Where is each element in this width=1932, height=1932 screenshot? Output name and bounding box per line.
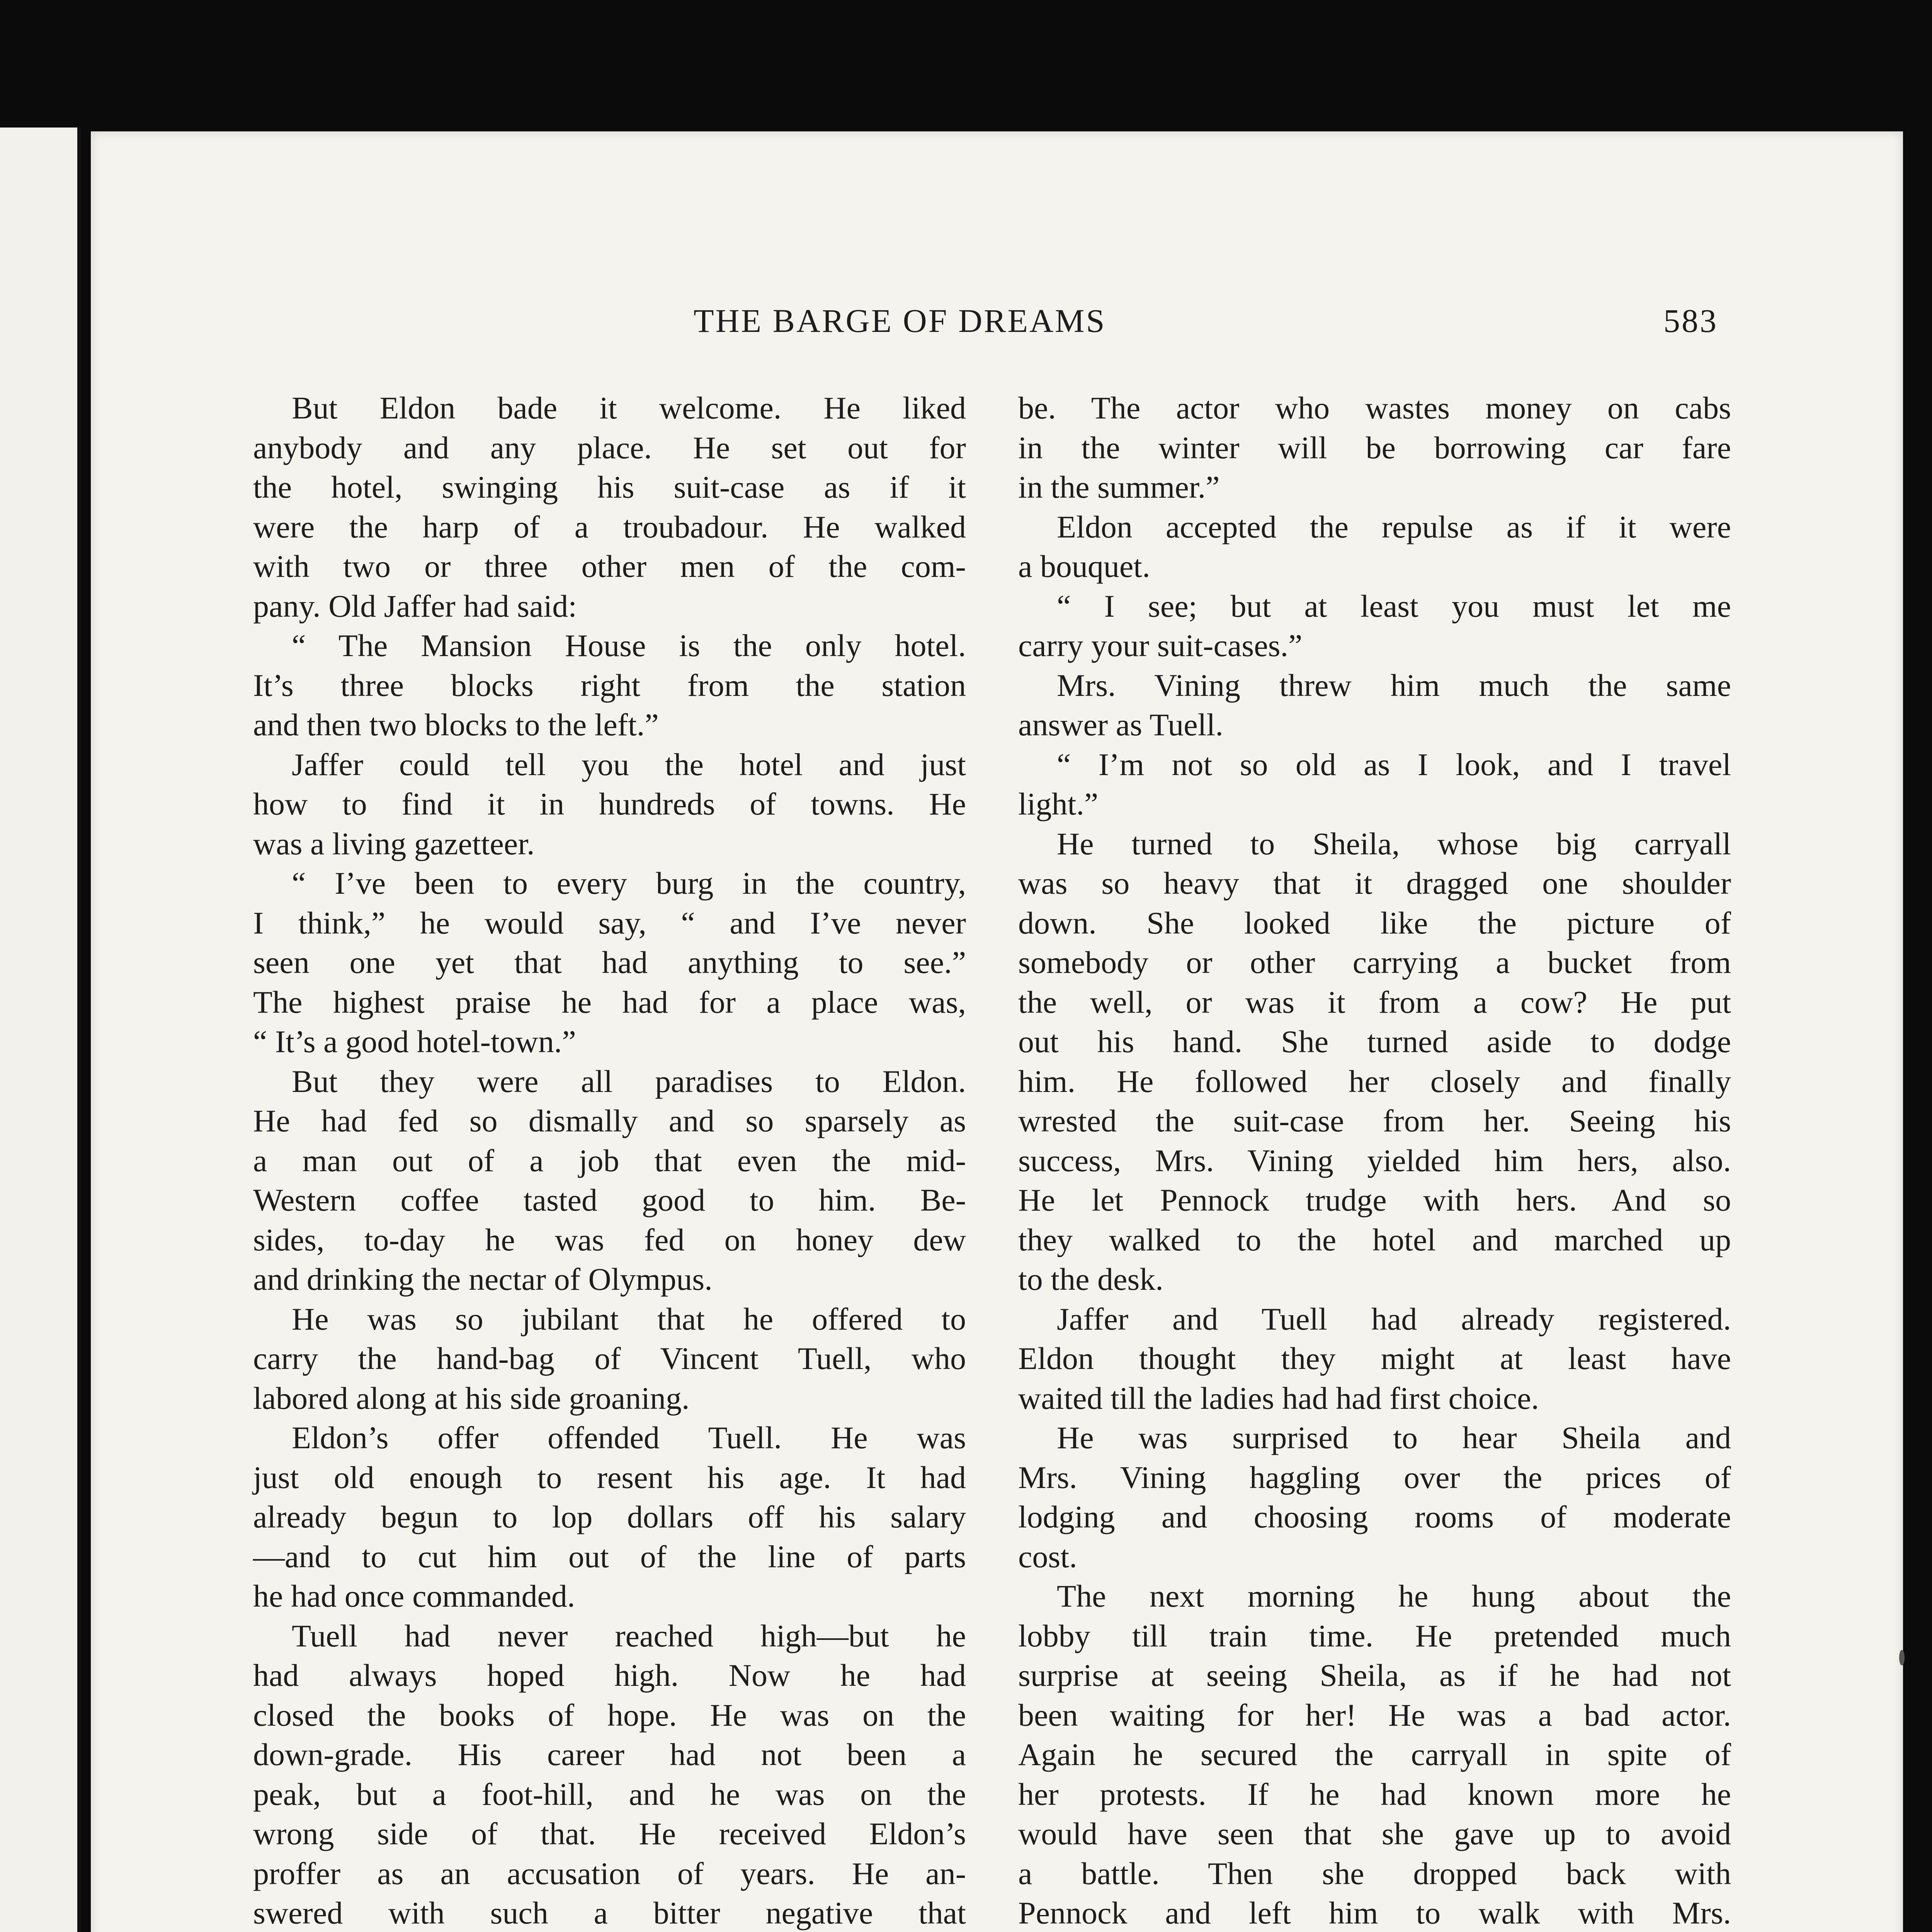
text-line: wrong side of that. He received Eldon’s [253, 1816, 966, 1851]
text-line: Mrs. Vining haggling over the prices of [1018, 1459, 1731, 1495]
text-line: Jaffer and Tuell had already registered. [1057, 1301, 1731, 1337]
text-line: down-grade. His career had not been a [253, 1737, 966, 1772]
text-line: how to find it in hundreds of towns. He [253, 786, 966, 821]
text-line: He was so jubilant that he offered to [292, 1301, 966, 1337]
text-line: Tuell had never reached high—but he [292, 1618, 966, 1653]
right-text-column [1018, 388, 1731, 1932]
text-line: a battle. Then she dropped back with [1018, 1855, 1731, 1891]
text-line: would have seen that she gave up to avoid [1018, 1816, 1731, 1851]
text-line: The highest praise he had for a place was, [253, 984, 966, 1020]
text-line: pany. Old Jaffer had said: [253, 588, 577, 624]
text-line: But they were all paradises to Eldon. [292, 1063, 966, 1099]
text-line: answer as Tuell. [1018, 707, 1223, 742]
text-line: “ The Mansion House is the only hotel. [292, 628, 966, 663]
text-line: Western coffee tasted good to him. Be- [253, 1182, 966, 1218]
text-line: —and to cut him out of the line of parts [253, 1539, 966, 1574]
book-page [91, 131, 1903, 1932]
text-line: closed the books of hope. He was on the [253, 1697, 966, 1733]
text-line: The next morning he hung about the [1057, 1578, 1731, 1614]
text-line: I think,” he would say, “ and I’ve never [253, 905, 966, 940]
text-line: waited till the ladies had had first choice. [1018, 1380, 1539, 1416]
text-line: Eldon’s offer offended Tuell. He was [292, 1420, 966, 1455]
text-line: “ It’s a good hotel-town.” [253, 1024, 576, 1059]
text-line: He let Pennock trudge with hers. And so [1018, 1182, 1731, 1218]
text-line: wrested the suit-case from her. Seeing his [1018, 1103, 1731, 1138]
text-line: He was surprised to hear Sheila and [1057, 1420, 1731, 1455]
text-line: lodging and choosing rooms of moderate [1018, 1499, 1731, 1534]
text-line: peak, but a foot-hill, and he was on the [253, 1776, 966, 1812]
text-line: Pennock and left him to walk with Mrs. [1018, 1895, 1731, 1930]
text-line: anybody and any place. He set out for [253, 430, 966, 465]
text-line: Again he secured the carryall in spite of [1018, 1737, 1731, 1772]
text-line: in the summer.” [1018, 469, 1220, 505]
text-line: already begun to lop dollars off his salary [253, 1499, 966, 1534]
text-line: a man out of a job that even the mid- [253, 1143, 966, 1178]
text-line: Jaffer could tell you the hotel and just [292, 747, 966, 782]
text-line: labored along at his side groaning. [253, 1380, 690, 1416]
text-line: was so heavy that it dragged one shoulder [1018, 866, 1731, 901]
text-line: a bouquet. [1018, 549, 1150, 584]
text-line: they walked to the hotel and marched up [1018, 1222, 1731, 1257]
text-line: Eldon accepted the repulse as if it were [1057, 509, 1731, 544]
left-text-column [253, 388, 966, 1932]
text-line: was a living gazetteer. [253, 826, 535, 861]
text-line: “ I see; but at least you must let me [1057, 588, 1731, 624]
text-line: the well, or was it from a cow? He put [1018, 984, 1731, 1020]
text-line: had always hoped high. Now he had [253, 1658, 966, 1693]
text-line: success, Mrs. Vining yielded him hers, also. [1018, 1143, 1731, 1178]
text-line: were the harp of a troubadour. He walked [253, 509, 966, 544]
text-line: “ I’m not so old as I look, and I travel [1057, 747, 1731, 782]
text-line: He turned to Sheila, whose big carryall [1057, 826, 1731, 861]
scan-speck [1899, 1650, 1905, 1665]
text-line: carry the hand-bag of Vincent Tuell, who [253, 1341, 966, 1376]
text-line: him. He followed her closely and finally [1018, 1063, 1731, 1099]
text-line: But Eldon bade it welcome. He liked [292, 390, 966, 425]
previous-page-edge [0, 128, 81, 1932]
text-line: Mrs. Vining threw him much the same [1057, 667, 1731, 703]
text-line: sides, to-day he was fed on honey dew [253, 1222, 966, 1257]
text-line: been waiting for her! He was a bad actor. [1018, 1697, 1731, 1733]
text-line: proffer as an accusation of years. He an- [253, 1855, 966, 1891]
text-line: in the winter will be borrowing car fare [1018, 430, 1731, 465]
text-line: Eldon thought they might at least have [1018, 1341, 1731, 1376]
text-line: surprise at seeing Sheila, as if he had not [1018, 1658, 1731, 1693]
text-line: It’s three blocks right from the station [253, 667, 966, 703]
text-line: the hotel, swinging his suit-case as if it [253, 469, 966, 505]
page-header [91, 301, 1903, 355]
text-line: somebody or other carrying a bucket from [1018, 945, 1731, 980]
page-number: 583 [1663, 302, 1718, 339]
text-line: and then two blocks to the left.” [253, 707, 659, 742]
text-line: with two or three other men of the com- [253, 549, 966, 584]
text-line: carry your suit-cases.” [1018, 628, 1303, 663]
text-line: her protests. If he had known more he [1018, 1776, 1731, 1812]
text-line: light.” [1018, 786, 1099, 821]
text-line: down. She looked like the picture of [1018, 905, 1731, 940]
text-line: just old enough to resent his age. It had [253, 1459, 966, 1495]
text-line: He had fed so dismally and so sparsely as [253, 1103, 966, 1138]
text-line: lobby till train time. He pretended much [1018, 1618, 1731, 1653]
text-line: out his hand. She turned aside to dodge [1018, 1024, 1731, 1059]
text-line: swered with such a bitter negative that [253, 1895, 966, 1930]
text-line: he had once commanded. [253, 1578, 575, 1614]
text-line: seen one yet that had anything to see.” [253, 945, 966, 980]
running-title: THE BARGE OF DREAMS [694, 302, 1106, 339]
text-line: be. The actor who wastes money on cabs [1018, 390, 1731, 425]
text-line: and drinking the nectar of Olympus. [253, 1262, 713, 1297]
text-line: cost. [1018, 1539, 1077, 1574]
text-line: “ I’ve been to every burg in the country, [292, 866, 966, 901]
text-line: to the desk. [1018, 1262, 1163, 1297]
